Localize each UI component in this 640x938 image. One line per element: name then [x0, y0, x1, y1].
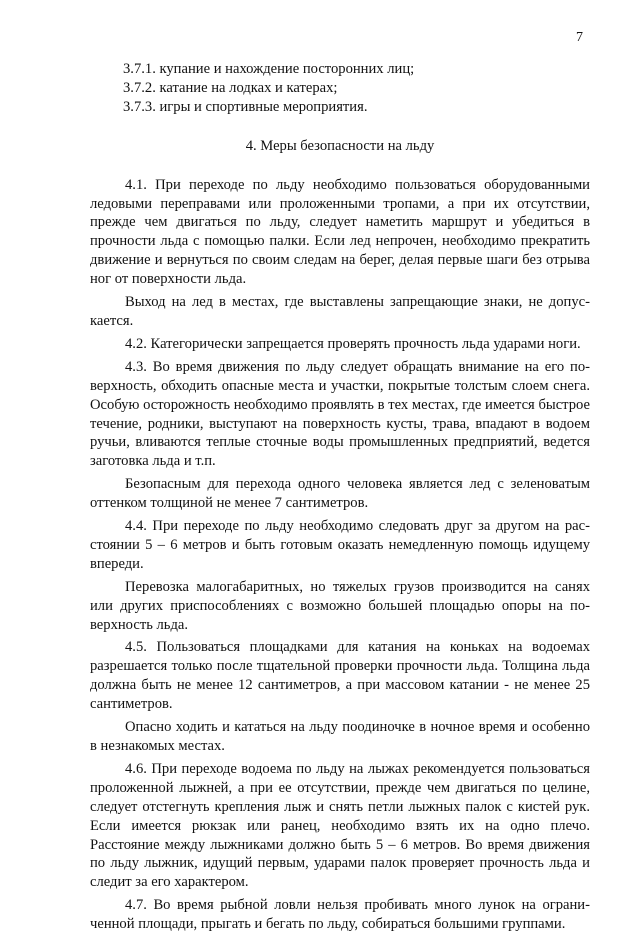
list-block: [90, 60, 590, 117]
paragraph-4-3: 4.3. Во время движения по льду следует обращать внимание на его поверхность, обходить опасные места и участки, покрытые толстым слоем снега. Особую осторожность необходимо проявлять в тех местах, где имеется быстрое течение, родники, выступают на поверхность кусты, трава, впадают в водоем ручьи, вливаются теплые сточные воды промышленных предприятий, ведется заготовка льда и т.п.: [90, 358, 590, 470]
paragraph-4-1: 4.1. При переходе по льду необходимо пользоваться оборудованными ледовыми переправами или проложенными тропами, а при их отсутствии, прежде чем двигаться по льду, следует наметить маршрут и убедиться в прочности льда с помощью палки. Если лед непрочен, необходимо прекратить движение и вернуться по своим следам на берег, делая первые шаги без отрыва ног от поверхности льда.: [90, 176, 590, 288]
list-item-3-7-3: 3.7.3. игры и спортивные мероприятия.: [123, 98, 368, 115]
paragraph-4-6: 4.6. При переходе водоема по льду на лыжах рекомендуется пользоваться проложенной лыжней, а при ее отсутствии, прежде чем двигаться по целине, следует отстегнуть крепления лыж и снять петли лыжных палок с кистей рук. Если имеется рюкзак или ранец, необходимо взять их на одно плечо. Расстояние между лыжниками должно быть 5 – 6 метров. Во время движения по льду лыжник, идущий первым, ударами палок проверяет прочность льда и следит за его характером.: [90, 760, 590, 891]
list-item-3-7-2: 3.7.2. катание на лодках и катерах;: [123, 79, 338, 96]
section-heading: 4. Меры безопасности на льду: [245, 137, 435, 154]
paragraph-cargo: Перевозка малогабаритных, но тяжелых грузов производится на санях или других приспособлениях с возможно большей площадью опоры на поверхность льда.: [90, 578, 590, 633]
page-number: 7: [576, 30, 583, 45]
paragraph-4-2: 4.2. Категорически запрещается проверять прочность льда ударами ноги.: [125, 335, 581, 352]
paragraph-ice-signs: Выход на лед в местах, где выставлены запрещающие знаки, не допускается.: [90, 294, 590, 329]
paragraph-4-4: 4.4. При переходе по льду необходимо следовать друг за другом на расстоянии 5 – 6 метров и быть готовым оказать немедленную помощь идущему впереди.: [90, 518, 590, 572]
paragraph-safe-ice: Безопасным для перехода одного человека является лед с зеленоватым оттенком толщиной не менее 7 сантиметров.: [90, 476, 590, 512]
paragraph-4-7: 4.7. Во время рыбной ловли нельзя пробивать много лунок на ограниченной площади, прыгать и бегать по льду, собираться большими группами.: [90, 897, 590, 933]
paragraph-4-5: 4.5. Пользоваться площадками для катания на коньках на водоемах разрешается только после тщательной проверки прочности льда. Толщина льда должна быть не менее 12 сантиметров, а при массовом катании - не менее 25 сантиметров.: [90, 639, 590, 713]
paragraph-alone-danger: Опасно ходить и кататься на льду поодиночке в ночное время и особенно в незнакомых местах.: [90, 719, 590, 754]
document-body: [90, 60, 590, 938]
list-item-3-7-1: 3.7.1. купание и нахождение посторонних лиц;: [123, 61, 415, 77]
